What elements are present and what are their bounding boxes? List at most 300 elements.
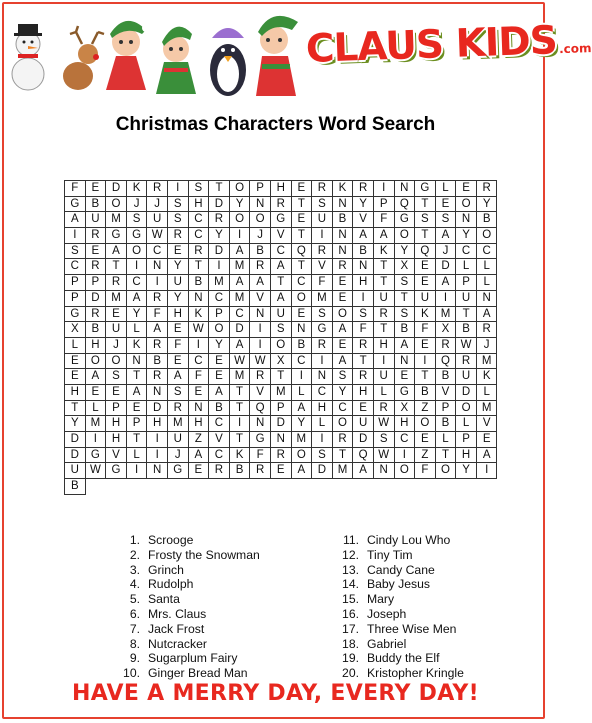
grid-cell: G xyxy=(65,307,86,323)
grid-cell: A xyxy=(189,448,210,464)
grid-cell: W xyxy=(374,416,395,432)
grid-cell: O xyxy=(292,291,313,307)
grid-cell: T xyxy=(292,228,313,244)
grid-cell: X xyxy=(271,354,292,370)
word-text: Tiny Tim xyxy=(367,547,413,562)
grid-cell: N xyxy=(250,307,271,323)
grid-cell: Y xyxy=(456,228,477,244)
grid-cell: E xyxy=(65,354,86,370)
grid-cell: G xyxy=(65,197,86,213)
grid-cell: J xyxy=(147,197,168,213)
grid-cell: K xyxy=(477,369,498,385)
grid-cell: T xyxy=(230,385,251,401)
grid-cell: A xyxy=(230,244,251,260)
grid-cell: S xyxy=(271,322,292,338)
grid-cell: B xyxy=(292,338,313,354)
grid-cell: Y xyxy=(168,291,189,307)
word-list-item xyxy=(327,622,464,637)
grid-cell: O xyxy=(292,448,313,464)
grid-cell: T xyxy=(292,197,313,213)
grid-cell: B xyxy=(65,479,86,495)
grid-cell: S xyxy=(415,212,436,228)
grid-cell: T xyxy=(374,275,395,291)
grid-cell: S xyxy=(436,212,457,228)
grid-cell: N xyxy=(395,181,416,197)
grid-cell: J xyxy=(127,197,148,213)
grid-cell: V xyxy=(250,291,271,307)
grid-cell: N xyxy=(250,197,271,213)
word-number: 20. xyxy=(342,666,359,681)
grid-cell: E xyxy=(86,181,107,197)
grid-cell: V xyxy=(106,448,127,464)
grid-cell: C xyxy=(209,448,230,464)
grid-cell: N xyxy=(395,354,416,370)
grid-cell: N xyxy=(271,432,292,448)
grid-cell: N xyxy=(477,291,498,307)
grid-cell: W xyxy=(147,228,168,244)
grid-cell: G xyxy=(250,432,271,448)
grid-cell: N xyxy=(312,369,333,385)
grid-cell: D xyxy=(65,448,86,464)
grid-cell: R xyxy=(250,259,271,275)
logo-text: CLAUS KIDS xyxy=(305,18,558,72)
grid-cell: L xyxy=(477,385,498,401)
grid-cell: B xyxy=(86,322,107,338)
grid-cell: R xyxy=(86,307,107,323)
grid-cell: H xyxy=(395,416,416,432)
word-list-item xyxy=(327,607,464,622)
grid-cell: I xyxy=(250,322,271,338)
grid-cell: T xyxy=(189,259,210,275)
grid-cell: A xyxy=(292,401,313,417)
grid-cell: R xyxy=(147,291,168,307)
grid-cell: C xyxy=(189,354,210,370)
word-number: 8. xyxy=(129,636,140,651)
grid-cell: T xyxy=(209,181,230,197)
grid-cell: S xyxy=(65,244,86,260)
grid-cell: I xyxy=(250,338,271,354)
grid-cell: I xyxy=(230,228,251,244)
grid-cell: G xyxy=(271,212,292,228)
grid-cell: J xyxy=(477,338,498,354)
grid-cell: T xyxy=(395,291,416,307)
grid-cell: H xyxy=(271,181,292,197)
grid-cell: E xyxy=(292,181,313,197)
grid-cell: N xyxy=(127,354,148,370)
grid-cell: A xyxy=(230,338,251,354)
grid-cell: O xyxy=(230,181,251,197)
word-number: 13. xyxy=(342,562,359,577)
grid-cell: S xyxy=(312,197,333,213)
grid-cell: P xyxy=(127,416,148,432)
grid-cell: P xyxy=(209,307,230,323)
grid-cell: Q xyxy=(353,448,374,464)
grid-cell: O xyxy=(106,354,127,370)
grid-cell: A xyxy=(127,291,148,307)
grid-cell: A xyxy=(353,463,374,479)
grid-cell: M xyxy=(477,401,498,417)
word-text: Candy Cane xyxy=(367,562,435,577)
grid-cell: I xyxy=(230,416,251,432)
grid-cell: R xyxy=(477,181,498,197)
grid-cell: R xyxy=(353,369,374,385)
grid-cell: T xyxy=(353,354,374,370)
grid-cell: P xyxy=(65,291,86,307)
grid-cell: L xyxy=(436,181,457,197)
grid-cell: V xyxy=(353,212,374,228)
word-number: 5. xyxy=(129,592,140,607)
grid-cell: T xyxy=(230,401,251,417)
grid-cell: O xyxy=(250,212,271,228)
grid-cell: D xyxy=(86,291,107,307)
grid-cell: S xyxy=(189,181,210,197)
grid-cell: Y xyxy=(168,259,189,275)
grid-cell: R xyxy=(209,212,230,228)
grid-cell: G xyxy=(395,212,416,228)
grid-cell: H xyxy=(353,275,374,291)
grid-cell: R xyxy=(209,463,230,479)
grid-cell: V xyxy=(477,416,498,432)
word-list-item xyxy=(108,592,260,607)
grid-cell: C xyxy=(189,212,210,228)
word-list-item xyxy=(327,548,464,563)
footer-slogan: HAVE A MERRY DAY, EVERY DAY! xyxy=(72,681,479,706)
grid-cell: P xyxy=(436,401,457,417)
grid-cell: T xyxy=(415,228,436,244)
grid-cell: B xyxy=(456,322,477,338)
grid-cell: S xyxy=(312,448,333,464)
grid-cell: H xyxy=(65,385,86,401)
grid-cell: A xyxy=(436,228,457,244)
grid-cell: V xyxy=(250,385,271,401)
grid-cell: A xyxy=(477,307,498,323)
grid-cell: T xyxy=(271,275,292,291)
grid-cell: T xyxy=(127,369,148,385)
grid-cell: R xyxy=(250,369,271,385)
word-text: Scrooge xyxy=(148,533,194,547)
grid-cell: S xyxy=(374,432,395,448)
grid-cell: T xyxy=(292,259,313,275)
grid-cell: E xyxy=(436,197,457,213)
grid-cell: C xyxy=(395,432,416,448)
grid-cell: M xyxy=(312,291,333,307)
word-list-item xyxy=(327,651,464,666)
grid-cell: U xyxy=(374,369,395,385)
grid-cell: M xyxy=(477,354,498,370)
grid-cell: U xyxy=(415,291,436,307)
grid-cell: W xyxy=(189,322,210,338)
grid-cell: A xyxy=(353,228,374,244)
grid-cell: A xyxy=(333,322,354,338)
grid-cell: Q xyxy=(436,354,457,370)
grid-cell: N xyxy=(292,322,313,338)
grid-cell: A xyxy=(374,228,395,244)
grid-cell: W xyxy=(250,354,271,370)
grid-cell: P xyxy=(456,275,477,291)
word-text: Frosty the Snowman xyxy=(148,547,260,562)
grid-cell: K xyxy=(374,244,395,260)
grid-cell: D xyxy=(271,416,292,432)
grid-cell: O xyxy=(477,228,498,244)
grid-cell: O xyxy=(106,197,127,213)
grid-cell: E xyxy=(209,369,230,385)
grid-cell: I xyxy=(312,354,333,370)
word-number: 17. xyxy=(342,621,359,636)
tall-elf-figure xyxy=(256,16,298,96)
grid-cell: Q xyxy=(415,244,436,260)
grid-cell: E xyxy=(353,401,374,417)
grid-cell: R xyxy=(106,275,127,291)
grid-cell: R xyxy=(147,338,168,354)
word-number: 15. xyxy=(342,592,359,607)
grid-cell: U xyxy=(168,275,189,291)
grid-cell: Z xyxy=(415,401,436,417)
grid-cell: Q xyxy=(395,197,416,213)
grid-cell: T xyxy=(106,259,127,275)
grid-cell: I xyxy=(168,181,189,197)
grid-cell: M xyxy=(106,291,127,307)
grid-cell: E xyxy=(292,307,313,323)
grid-cell: O xyxy=(395,228,416,244)
grid-cell: Y xyxy=(209,228,230,244)
grid-cell: G xyxy=(312,322,333,338)
grid-cell: A xyxy=(477,448,498,464)
grid-cell: N xyxy=(333,244,354,260)
grid-cell: P xyxy=(271,401,292,417)
grid-cell: A xyxy=(209,385,230,401)
grid-cell: I xyxy=(86,432,107,448)
word-number: 18. xyxy=(342,636,359,651)
grid-cell: I xyxy=(147,432,168,448)
grid-cell: B xyxy=(436,416,457,432)
grid-cell: R xyxy=(436,338,457,354)
grid-cell: E xyxy=(127,401,148,417)
grid-cell: A xyxy=(86,369,107,385)
grid-cell: Y xyxy=(477,197,498,213)
grid-cell: O xyxy=(333,307,354,323)
word-number: 1. xyxy=(129,533,140,547)
word-list-item xyxy=(327,533,464,548)
grid-cell: O xyxy=(415,416,436,432)
grid-cell: F xyxy=(250,448,271,464)
grid-cell: F xyxy=(312,275,333,291)
grid-cell: H xyxy=(168,307,189,323)
grid-cell: N xyxy=(374,463,395,479)
grid-cell: N xyxy=(147,463,168,479)
grid-cell: R xyxy=(86,259,107,275)
grid-cell: F xyxy=(189,369,210,385)
grid-cell: A xyxy=(333,354,354,370)
grid-cell: I xyxy=(415,354,436,370)
grid-cell: M xyxy=(168,416,189,432)
grid-cell: I xyxy=(312,432,333,448)
grid-cell: B xyxy=(189,275,210,291)
word-text: Gabriel xyxy=(367,636,407,651)
word-number: 7. xyxy=(129,621,140,636)
grid-cell: M xyxy=(86,416,107,432)
grid-cell: F xyxy=(147,307,168,323)
grid-cell: K xyxy=(127,338,148,354)
grid-cell: R xyxy=(353,181,374,197)
grid-cell: I xyxy=(374,354,395,370)
grid-cell: B xyxy=(415,385,436,401)
grid-cell: E xyxy=(333,338,354,354)
grid-cell: N xyxy=(333,228,354,244)
grid-cell: N xyxy=(147,259,168,275)
grid-cell: T xyxy=(65,401,86,417)
grid-cell: L xyxy=(374,385,395,401)
word-list-item xyxy=(327,637,464,652)
grid-cell: O xyxy=(127,244,148,260)
grid-cell: A xyxy=(292,463,313,479)
grid-cell: E xyxy=(189,385,210,401)
word-text: Ginger Bread Man xyxy=(148,666,248,681)
grid-cell: E xyxy=(106,385,127,401)
grid-cell: D xyxy=(106,181,127,197)
word-search-grid xyxy=(64,180,497,495)
word-text: Joseph xyxy=(367,606,407,621)
grid-cell: F xyxy=(65,181,86,197)
word-list-item xyxy=(327,577,464,592)
grid-cell: Z xyxy=(415,448,436,464)
grid-cell: X xyxy=(395,401,416,417)
grid-cell: U xyxy=(168,432,189,448)
grid-cell: S xyxy=(395,307,416,323)
elf-boy-figure xyxy=(156,27,196,94)
grid-cell: F xyxy=(415,322,436,338)
word-list-item xyxy=(108,533,260,548)
grid-cell: G xyxy=(106,228,127,244)
grid-cell: F xyxy=(168,338,189,354)
grid-cell: R xyxy=(312,338,333,354)
grid-cell: O xyxy=(456,197,477,213)
grid-cell: C xyxy=(312,385,333,401)
grid-cell: L xyxy=(456,259,477,275)
grid-cell: I xyxy=(147,448,168,464)
grid-cell: D xyxy=(456,385,477,401)
grid-cell: R xyxy=(333,259,354,275)
grid-cell: N xyxy=(147,385,168,401)
grid-cell: D xyxy=(230,322,251,338)
grid-cell: F xyxy=(374,212,395,228)
grid-cell: H xyxy=(374,338,395,354)
grid-cell: A xyxy=(127,385,148,401)
grid-cell: S xyxy=(168,197,189,213)
grid-cell: N xyxy=(189,401,210,417)
word-text: Cindy Lou Who xyxy=(367,533,451,547)
grid-cell: M xyxy=(271,385,292,401)
grid-cell: H xyxy=(147,416,168,432)
grid-cell: R xyxy=(147,181,168,197)
grid-cell: J xyxy=(436,244,457,260)
grid-cell: R xyxy=(189,244,210,260)
claus-kids-logo[interactable] xyxy=(305,17,592,81)
grid-cell: A xyxy=(395,338,416,354)
grid-cell: N xyxy=(456,212,477,228)
grid-cell: F xyxy=(353,322,374,338)
grid-cell: I xyxy=(395,448,416,464)
grid-cell: R xyxy=(86,228,107,244)
grid-cell: X xyxy=(395,259,416,275)
word-number: 16. xyxy=(342,606,359,621)
grid-cell: D xyxy=(209,244,230,260)
grid-cell: B xyxy=(333,212,354,228)
grid-cell: G xyxy=(127,228,148,244)
grid-cell: E xyxy=(65,369,86,385)
word-list-left xyxy=(108,533,260,681)
grid-cell: M xyxy=(106,212,127,228)
word-number: 10. xyxy=(123,666,140,681)
grid-cell: T xyxy=(333,448,354,464)
grid-cell: S xyxy=(353,307,374,323)
grid-cell: Y xyxy=(292,416,313,432)
grid-cell: I xyxy=(374,181,395,197)
grid-cell: T xyxy=(456,307,477,323)
word-list-item xyxy=(327,563,464,578)
grid-cell: L xyxy=(477,275,498,291)
grid-cell: U xyxy=(106,322,127,338)
word-number: 19. xyxy=(342,651,359,666)
word-text: Sugarplum Fairy xyxy=(148,651,238,666)
grid-cell: L xyxy=(65,338,86,354)
grid-cell: A xyxy=(250,275,271,291)
word-number: 2. xyxy=(129,547,140,562)
grid-cell: P xyxy=(250,181,271,197)
word-list-right xyxy=(327,533,464,681)
grid-cell: R xyxy=(312,244,333,260)
word-list-item xyxy=(108,651,260,666)
grid-cell: E xyxy=(86,244,107,260)
grid-cell: B xyxy=(230,463,251,479)
grid-cell: K xyxy=(127,181,148,197)
grid-cell: D xyxy=(436,259,457,275)
grid-cell: P xyxy=(456,432,477,448)
grid-cell: Q xyxy=(292,244,313,260)
grid-cell: L xyxy=(127,448,148,464)
grid-cell: D xyxy=(209,197,230,213)
grid-cell: I xyxy=(209,259,230,275)
grid-cell: W xyxy=(86,463,107,479)
grid-cell: C xyxy=(127,275,148,291)
grid-cell: N xyxy=(189,291,210,307)
grid-cell: R xyxy=(374,401,395,417)
word-text: Three Wise Men xyxy=(367,621,457,636)
grid-cell: R xyxy=(271,197,292,213)
grid-cell: M xyxy=(230,259,251,275)
grid-cell: M xyxy=(292,432,313,448)
grid-cell: A xyxy=(271,291,292,307)
grid-cell: H xyxy=(106,416,127,432)
grid-cell: B xyxy=(436,369,457,385)
grid-cell: T xyxy=(436,448,457,464)
word-list-item xyxy=(327,666,464,681)
grid-cell: H xyxy=(189,416,210,432)
word-list-item xyxy=(108,563,260,578)
word-text: Jack Frost xyxy=(148,621,205,636)
word-list-item xyxy=(108,548,260,563)
grid-cell: R xyxy=(147,369,168,385)
grid-cell: D xyxy=(353,432,374,448)
grid-cell: E xyxy=(333,275,354,291)
grid-cell: J xyxy=(168,448,189,464)
grid-cell: C xyxy=(477,244,498,260)
grid-cell: I xyxy=(127,463,148,479)
grid-cell: C xyxy=(209,416,230,432)
grid-cell: P xyxy=(65,275,86,291)
grid-cell: M xyxy=(436,307,457,323)
grid-cell: U xyxy=(456,369,477,385)
grid-cell: W xyxy=(230,354,251,370)
